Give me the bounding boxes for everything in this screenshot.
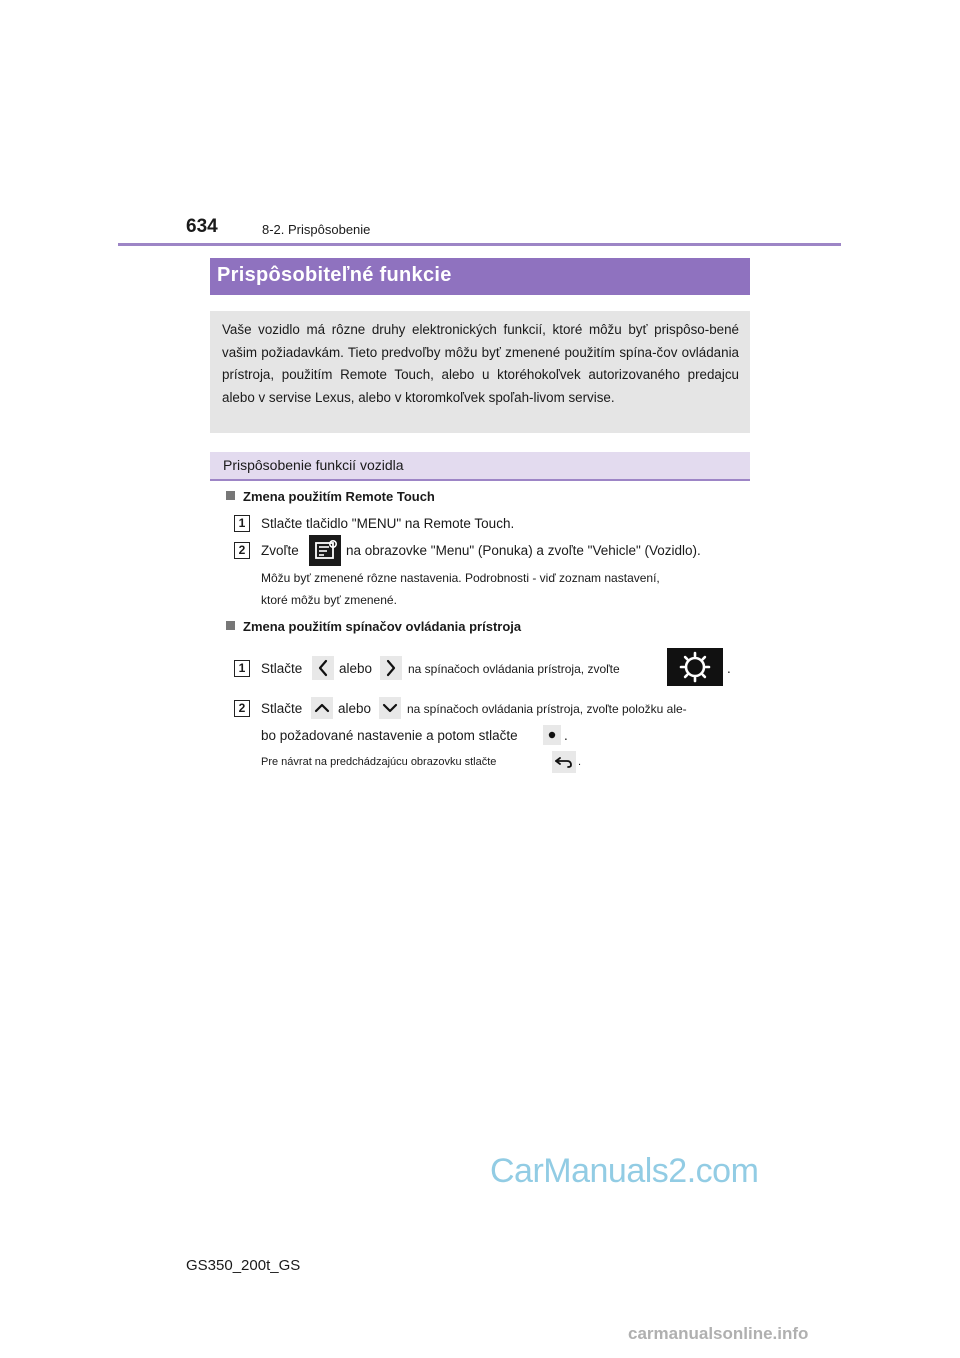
- intro-text: Vaše vozidlo má rôzne druhy elektronických funkcií, ktoré môžu byť prispôso-bené vašim požiadavkám. Tieto predvoľby môžu byť zmenené použitím spína-čov ovládania prístroja, použitím Remote Touch, alebo u ktoréhokoľvek autorizovaného predajcu alebo v servise Lexus, alebo v ktoromkoľvek spoľah-livom servise.: [222, 322, 739, 405]
- back-arrow-icon: [552, 751, 576, 773]
- chevron-up-icon: [311, 697, 333, 719]
- enter-dot-icon: [543, 725, 561, 745]
- remote-heading-text: Zmena použitím Remote Touch: [243, 489, 435, 504]
- section-label: 8-2. Prispôsobenie: [262, 222, 371, 237]
- switch-step2-part2: alebo: [338, 701, 372, 716]
- subtitle: Prispôsobenie funkcií vozidla: [223, 457, 404, 473]
- title-bar: [210, 258, 750, 295]
- watermark-footer: carmanualsonline.info: [628, 1324, 809, 1343]
- remote-note-line1: Môžu byť zmenené rôzne nastavenia. Podrobnosti - viď zoznam nastavení,: [261, 571, 660, 585]
- switch-step2-part1: Stlačte: [261, 701, 303, 716]
- switches-heading: [226, 619, 521, 634]
- switch-step2-line2a: bo požadované nastavenie a potom stlačte: [261, 728, 518, 743]
- chevron-right-icon: [380, 656, 402, 680]
- watermark-logo: CarManuals2.com: [490, 1152, 759, 1190]
- page-number: 634: [186, 216, 218, 237]
- switch-step1-part2: alebo: [339, 661, 373, 676]
- settings-menu-icon: [309, 535, 341, 566]
- switch-step2-line2b: .: [564, 728, 568, 743]
- back-note-end: .: [578, 756, 582, 768]
- remote-heading: [226, 489, 435, 504]
- subtitle-bar: [210, 452, 750, 481]
- remote-step1-text: Stlačte tlačidlo "MENU" na Remote Touch.: [261, 516, 515, 531]
- remote-step2-part1: Zvoľte: [261, 543, 299, 558]
- gear-icon: [667, 648, 723, 686]
- step-number: 1: [234, 660, 250, 677]
- switch-step1-part3: na spínačoch ovládania prístroja, zvoľte: [408, 662, 620, 676]
- chevron-left-icon: [312, 656, 334, 680]
- bullet-square: [226, 491, 235, 500]
- intro-box: [210, 311, 750, 433]
- switch-step2-part3: na spínačoch ovládania prístroja, zvoľte položku ale-: [407, 702, 687, 716]
- step-number: 2: [234, 700, 250, 717]
- switch-step1-part1: Stlačte: [261, 661, 303, 676]
- step-number: 2: [234, 542, 250, 559]
- back-note-text: Pre návrat na predchádzajúcu obrazovku stlačte: [261, 756, 497, 768]
- chevron-down-icon: [379, 697, 401, 719]
- page-title: Prispôsobiteľné funkcie: [217, 264, 452, 286]
- switch-step1-part4: .: [727, 661, 731, 676]
- model-code: GS350_200t_GS: [186, 1257, 301, 1274]
- remote-note-line2: ktoré môžu byť zmenené.: [261, 593, 397, 607]
- header-rule: [118, 243, 841, 246]
- switches-heading-text: Zmena použitím spínačov ovládania prístroja: [243, 619, 522, 634]
- bullet-square: [226, 621, 235, 630]
- step-number: 1: [234, 515, 250, 532]
- remote-step2-part2: na obrazovke "Menu" (Ponuka) a zvoľte "Vehicle" (Vozidlo).: [346, 543, 701, 558]
